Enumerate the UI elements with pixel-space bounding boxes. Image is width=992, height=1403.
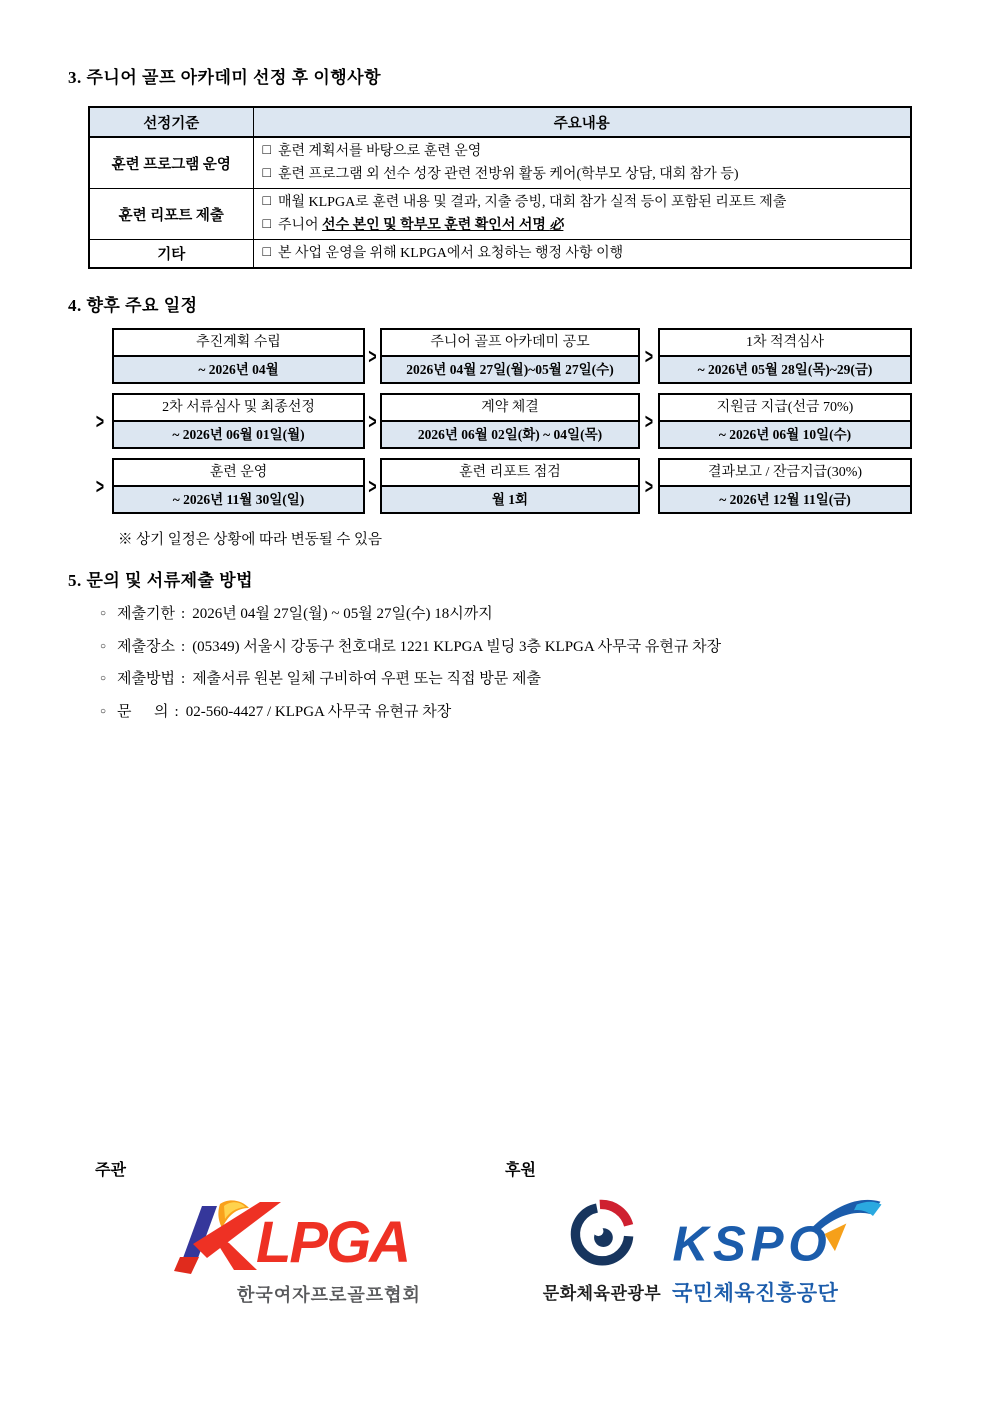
bullet-icon: ○	[100, 608, 107, 619]
contact-label: 문 의	[117, 703, 169, 720]
contact-value: (05349) 서울시 강동구 천호대로 1221 KLPGA 빌딩 3층 KLPGA 사무국 유현규 차장	[192, 638, 722, 655]
klpga-subtitle: 한국여자프로골프협회	[237, 1285, 421, 1305]
contact-value: 제출서류 원본 일체 구비하여 우편 또는 직접 방문 제출	[192, 671, 541, 687]
klpga-logo-mark	[172, 1200, 428, 1274]
step-title: 훈련 운영	[114, 460, 363, 487]
klpga-wordmark: LPGA	[256, 1210, 410, 1274]
step-date: 월 1회	[382, 487, 638, 512]
bullet-icon: ○	[100, 705, 107, 717]
contact-value: 02-560-4427 / KLPGA 사무국 유현규 차장	[185, 703, 452, 720]
checkbox-icon: □	[262, 245, 271, 260]
row-content	[253, 137, 911, 189]
list-item	[263, 163, 905, 186]
flow-arrow-icon: >	[644, 474, 654, 498]
step-date: ~ 2026년 06월 01일(월)	[114, 422, 363, 447]
row-content	[253, 189, 911, 240]
contact-line	[100, 598, 721, 631]
flow-row	[88, 328, 912, 384]
step-date: ~ 2026년 05월 28일(목)~29(금)	[660, 357, 910, 382]
table-row	[89, 240, 911, 269]
step-date: ~ 2026년 11월 30일(일)	[114, 487, 363, 512]
flow-step	[658, 458, 912, 514]
bullet-icon: ○	[100, 640, 107, 652]
flow-step	[112, 458, 365, 514]
klpga-logo	[172, 1200, 428, 1307]
flow-step	[380, 393, 640, 449]
step-title: 훈련 리포트 점검	[382, 460, 638, 487]
item-text: 본 사업 운영을 위해 KLPGA에서 요청하는 행정 사항 이행	[277, 246, 624, 261]
emphasis-text: 선수 본인 및 학부모 훈련 확인서 서명	[322, 218, 550, 233]
organizer-label: 주관	[95, 1162, 126, 1179]
colon-separator: :	[181, 606, 186, 622]
contact-line	[100, 663, 721, 696]
step-title: 추진계획 수립	[114, 330, 363, 357]
flow-arrow-icon: >	[368, 474, 377, 498]
step-date: 2026년 06월 02일(화) ~ 04일(목)	[382, 422, 638, 447]
kspo-logo-mark	[672, 1196, 882, 1272]
flow-arrow-icon: >	[644, 409, 654, 433]
step-title: 결과보고 / 잔금지급(30%)	[660, 460, 910, 487]
checkbox-icon: □	[262, 166, 271, 181]
sponsor-label: 후원	[505, 1162, 536, 1179]
schedule-flowchart	[88, 328, 912, 549]
criteria-table	[88, 106, 912, 269]
flow-arrow-icon: >	[368, 344, 377, 368]
item-text: 훈련 프로그램 외 선수 성장 관련 전방위 활동 케어(학부모 상담, 대회 참가 등)	[277, 167, 739, 182]
flow-row	[88, 458, 912, 514]
colon-separator: :	[174, 703, 179, 720]
checkbox-icon: □	[262, 194, 271, 209]
flow-arrow-icon: >	[644, 344, 654, 368]
section3-heading: 3. 주니어 골프 아카데미 선정 후 이행사항	[68, 68, 382, 87]
table-header-content: 주요내용	[253, 107, 911, 137]
section4-heading: 4. 향후 주요 일정	[68, 296, 198, 315]
item-text: 매월 KLPGA로 훈련 내용 및 결과, 지출 증빙, 대회 참가 실적 등이 포함된 리포트 제출	[277, 195, 787, 210]
step-date: ~ 2026년 12월 11일(금)	[660, 487, 910, 512]
step-date: ~ 2026년 04월	[114, 357, 363, 382]
contact-label: 제출장소	[117, 638, 176, 655]
kspo-logo	[672, 1196, 882, 1307]
flow-step	[112, 328, 365, 384]
step-date: ~ 2026년 06월 10일(수)	[660, 422, 910, 447]
contact-list	[100, 598, 721, 728]
mcst-logo	[528, 1198, 676, 1304]
flow-step	[380, 458, 640, 514]
row-content	[253, 240, 911, 269]
list-item	[263, 140, 905, 163]
table-header-row	[89, 107, 911, 137]
emphasized-text	[322, 218, 563, 233]
colon-separator: :	[181, 671, 186, 687]
bullet-icon: ○	[100, 673, 107, 684]
table-row	[89, 137, 911, 189]
kspo-wordmark: KSPO	[672, 1216, 832, 1272]
step-title: 2차 서류심사 및 최종선정	[114, 395, 363, 422]
contact-line	[100, 696, 721, 729]
mandatory-mark: 必	[549, 218, 564, 233]
kspo-subtitle: 국민체육진흥공단	[672, 1281, 839, 1305]
flow-arrow-icon: >	[95, 474, 105, 498]
step-date: 2026년 04월 27일(월)~05월 27일(수)	[382, 357, 638, 382]
list-item	[263, 242, 905, 265]
step-title: 계약 체결	[382, 395, 638, 422]
table-row	[89, 189, 911, 240]
flow-arrow-icon: >	[368, 409, 377, 433]
item-text: 주니어	[277, 218, 323, 233]
mcst-emblem-icon	[566, 1198, 638, 1270]
row-label: 기타	[89, 240, 253, 269]
section5-heading: 5. 문의 및 서류제출 방법	[68, 571, 254, 590]
flow-row	[88, 393, 912, 449]
contact-label: 제출방법	[117, 671, 176, 687]
checkbox-icon: □	[262, 217, 271, 232]
step-title: 1차 적격심사	[660, 330, 910, 357]
contact-label: 제출기한	[117, 606, 176, 622]
flow-step	[380, 328, 640, 384]
table-header-criteria: 선정기준	[89, 107, 253, 137]
item-text: 훈련 계획서를 바탕으로 훈련 운영	[277, 144, 482, 159]
row-label: 훈련 리포트 제출	[89, 189, 253, 240]
contact-value: 2026년 04월 27일(월) ~ 05월 27일(수) 18시까지	[192, 606, 493, 622]
flow-step	[112, 393, 365, 449]
flow-step	[658, 328, 912, 384]
row-label: 훈련 프로그램 운영	[89, 137, 253, 189]
step-title: 지원금 지급(선금 70%)	[660, 395, 910, 422]
colon-separator: :	[181, 638, 186, 655]
list-item	[263, 191, 905, 214]
list-item	[263, 214, 905, 237]
contact-line	[100, 631, 721, 664]
flow-step	[658, 393, 912, 449]
mcst-name: 문화체육관광부	[542, 1284, 662, 1303]
flow-arrow-icon: >	[95, 409, 105, 433]
step-title: 주니어 골프 아카데미 공모	[382, 330, 638, 357]
schedule-note: ※ 상기 일정은 상황에 따라 변동될 수 있음	[118, 532, 382, 548]
checkbox-icon: □	[262, 143, 271, 158]
